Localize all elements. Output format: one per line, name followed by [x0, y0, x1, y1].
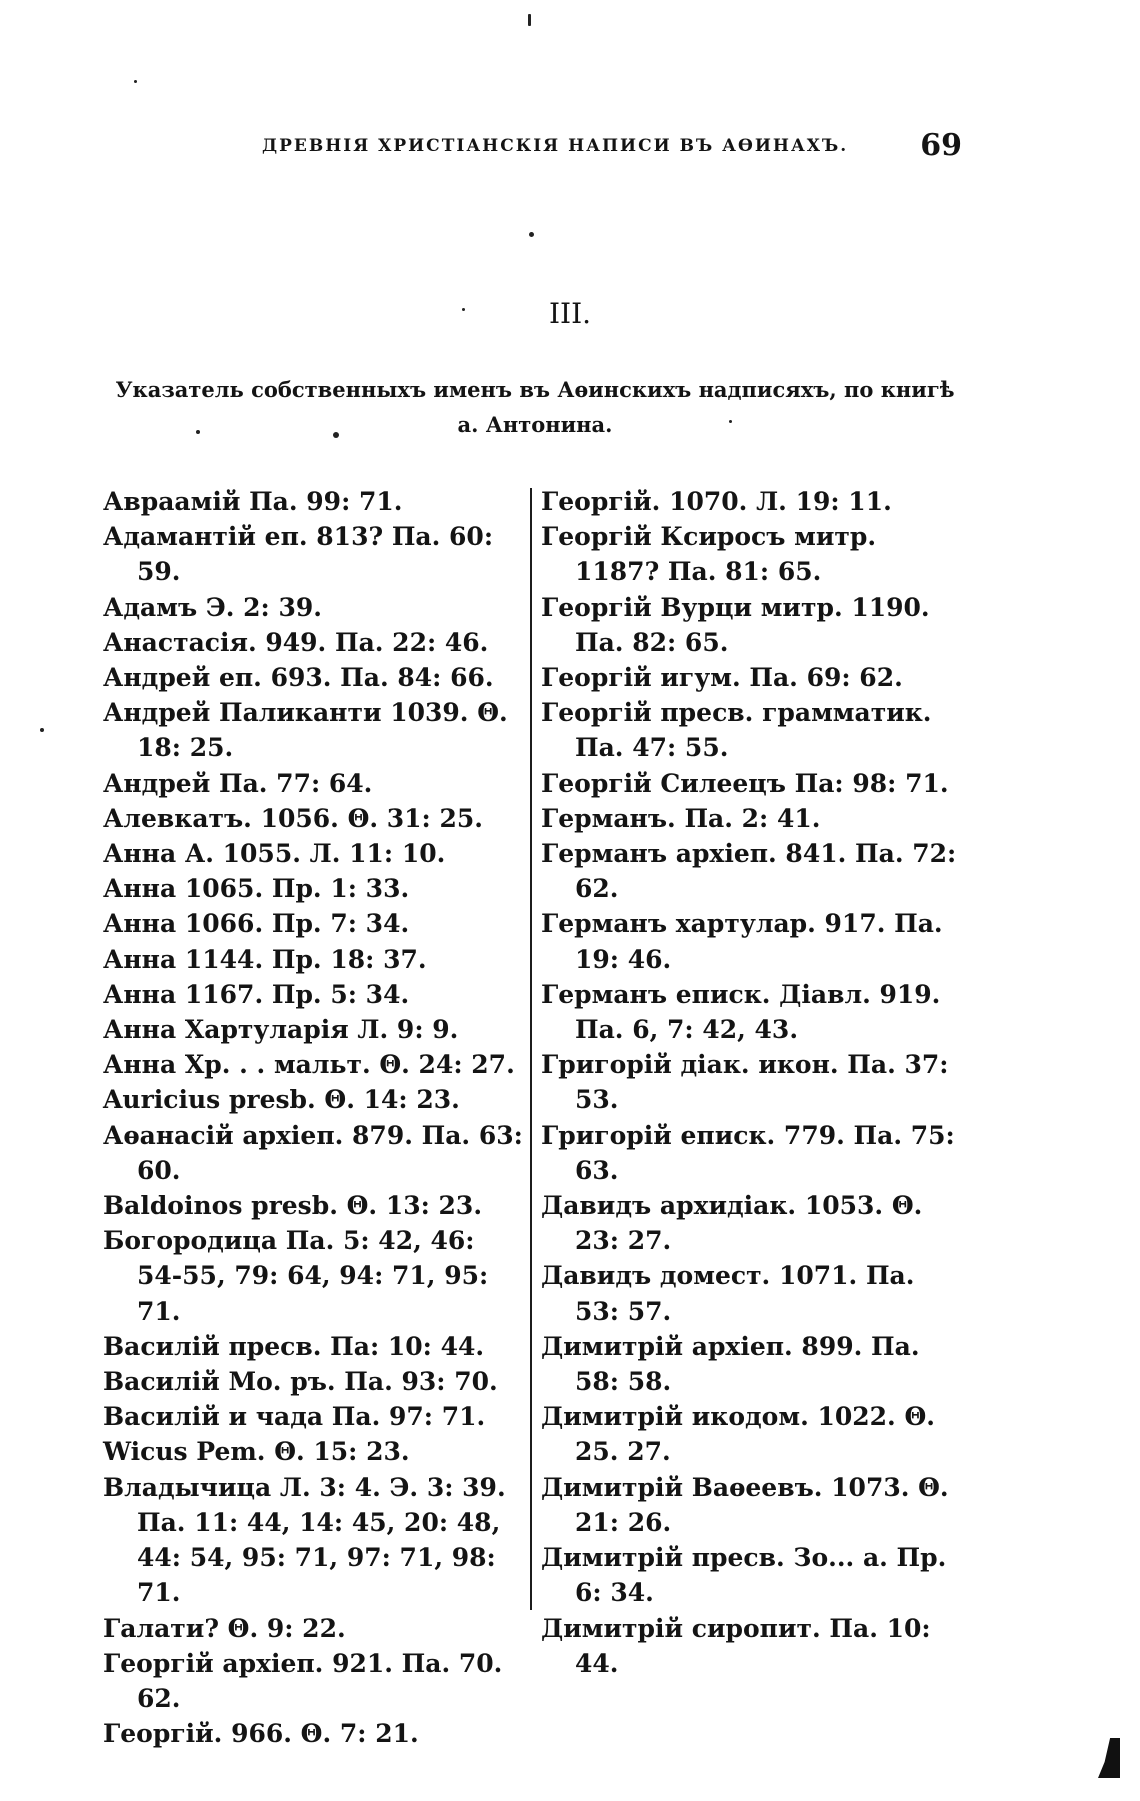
index-entry: Анастасія. 949. Па. 22: 46. — [103, 627, 489, 657]
index-entry: Анна 1065. Пр. 1: 33. — [103, 874, 410, 904]
index-entry: Андрей еп. 693. Па. 84: 66. — [103, 663, 494, 693]
index-entry: Димитрій архіеп. 899. Па. 58: 58. — [541, 1331, 920, 1397]
ink-mark — [1098, 1738, 1120, 1778]
index-entry: Анна А. 1055. Л. 11: 10. — [103, 839, 446, 869]
index-entry: Василій Мо. ръ. Па. 93: 70. — [103, 1367, 498, 1397]
index-entry: Григорій еписк. 779. Па. 75: 63. — [541, 1120, 955, 1185]
index-entry: Димитрій пресв. Зо... а. Пр. 6: 34. — [541, 1543, 947, 1608]
print-speck — [196, 430, 200, 434]
page-number: 69 — [920, 128, 962, 163]
index-entry: Германъ архіеп. 841. Па. 72: 62. — [541, 839, 957, 904]
index-entry: Алевкатъ. 1056. Θ. 31: 25. — [103, 803, 483, 833]
index-entry: Георгій. 1070. Л. 19: 11. — [541, 487, 892, 516]
print-speck — [134, 80, 137, 83]
index-entry: Wicus Pem. Θ. 15: 23. — [103, 1437, 410, 1467]
index-entry: Auricius presb. Θ. 14: 23. — [103, 1085, 460, 1115]
index-title — [100, 372, 970, 442]
index-entry: Георгій архіеп. 921. Па. 70. 62. — [103, 1648, 503, 1713]
index-entry: Георгій пресв. грамматик. Па. 47: 55. — [541, 698, 932, 763]
section-number: III. — [548, 297, 592, 330]
index-entry: Георгій игум. Па. 69: 62. — [541, 663, 903, 693]
running-header — [262, 128, 962, 168]
index-entry: Григорій діак. икон. Па. 37: 53. — [541, 1050, 949, 1115]
index-entry: Георгій Ксиросъ митр. 1187? Па. 81: 65. — [541, 522, 877, 587]
index-entry: Давидъ домест. 1071. Па. 53: 57. — [541, 1261, 915, 1326]
index-entry: Василій и чада Па. 97: 71. — [103, 1402, 486, 1432]
print-speck — [729, 420, 732, 423]
index-entry: Давидъ архидіак. 1053. Θ. 23: 27. — [541, 1191, 923, 1256]
column-divider — [530, 488, 532, 1610]
print-speck — [333, 432, 339, 438]
index-entry: Галати? Θ. 9: 22. — [103, 1613, 346, 1643]
index-entry: Богородица Па. 5: 42, 46: 54-55, 79: 64, 94: 71, 95: 71. — [103, 1226, 489, 1326]
index-entry: Андрей Па. 77: 64. — [103, 768, 373, 798]
index-entry: Анна 1144. Пр. 18: 37. — [103, 944, 427, 974]
index-entry: Георгій Вурци митр. 1190. Па. 82: 65. — [541, 592, 930, 657]
print-speck — [529, 232, 534, 237]
index-entry: Димитрій Ваѳеевъ. 1073. Θ. 21: 26. — [541, 1472, 949, 1537]
print-speck — [528, 14, 531, 26]
index-entry: Германъ еписк. Діавл. 919. Па. 6, 7: 42, 43. — [541, 979, 941, 1045]
index-entry: Андрей Паликанти 1039. Θ. 18: 25. — [103, 698, 508, 763]
index-entry: Авраамій Па. 99: 71. — [103, 487, 403, 516]
print-speck — [40, 728, 44, 732]
index-entry: Анна Хартуларія Л. 9: 9. — [103, 1015, 459, 1045]
index-title-line-1: Указатель собственныхъ именъ въ Аѳинскихъ надписяхъ, по книгѣ — [115, 377, 955, 402]
index-entry: Германъ хартулар. 917. Па. 19: 46. — [541, 909, 943, 974]
index-entry: Baldoinos presb. Θ. 13: 23. — [103, 1191, 483, 1221]
index-entry: Димитрій икодом. 1022. Θ. 25. 27. — [541, 1402, 935, 1467]
index-entry: Анна 1167. Пр. 5: 34. — [103, 979, 410, 1009]
index-entry: Анна Хр. . . мальт. Θ. 24: 27. — [103, 1050, 515, 1080]
right-column — [541, 484, 963, 1681]
index-entry: Георгій Силеецъ Па: 98: 71. — [541, 768, 949, 798]
index-entry: Василій пресв. Па: 10: 44. — [103, 1331, 485, 1361]
index-title-line-2: а. Антонина. — [457, 412, 613, 437]
print-speck — [462, 308, 465, 311]
index-entry: Германъ. Па. 2: 41. — [541, 803, 821, 833]
running-title: ДРЕВНІЯ ХРИСТІАНСКІЯ НАПИСИ ВЪ АѲИНАХЪ. — [262, 136, 849, 156]
index-entry: Владычица Л. 3: 4. Э. 3: 39. Па. 11: 44, 14: 45, 20: 48, 44: 54, 95: 71, 97: 71, 98: 71. — [103, 1472, 506, 1608]
index-entry: Адамъ Э. 2: 39. — [103, 592, 322, 622]
index-entry: Адамантій еп. 813? Па. 60: 59. — [103, 522, 494, 587]
left-column — [103, 484, 525, 1751]
index-entry: Анна 1066. Пр. 7: 34. — [103, 909, 410, 939]
index-entry: Аѳанасій архіеп. 879. Па. 63: 60. — [103, 1120, 523, 1185]
index-entry: Георгій. 966. Θ. 7: 21. — [103, 1719, 419, 1749]
index-entry: Димитрій сиропит. Па. 10: 44. — [541, 1613, 931, 1678]
